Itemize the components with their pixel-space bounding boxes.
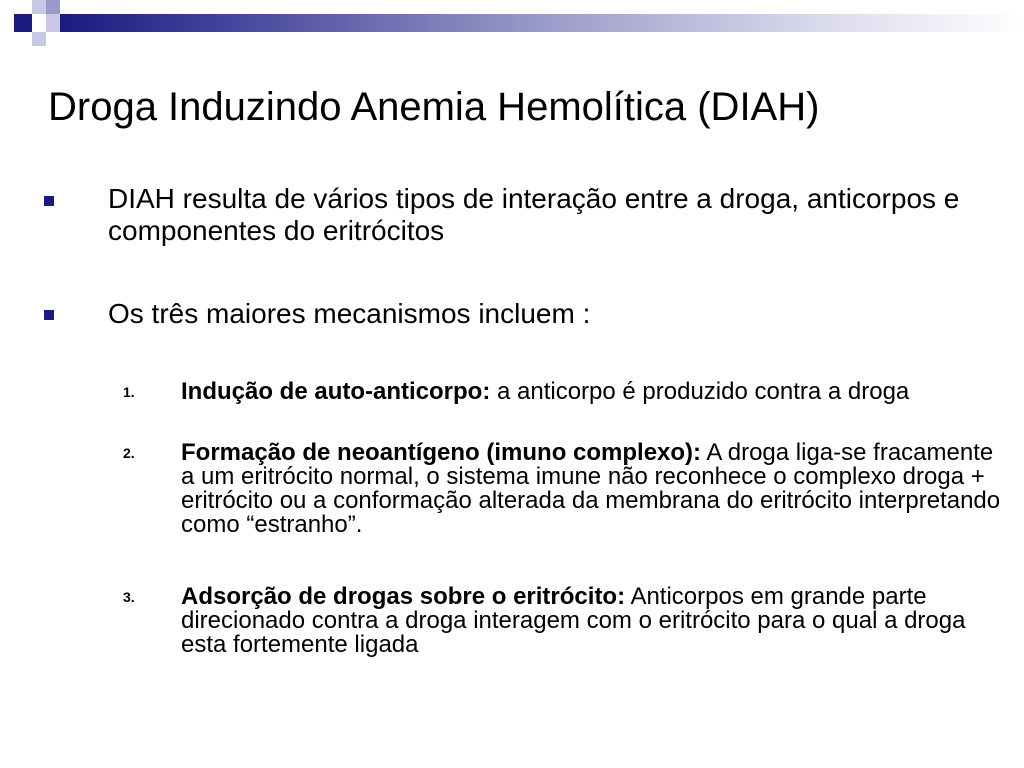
numbered-item-heading: Formação de neoantígeno (imuno complexo): — [181, 439, 702, 466]
decor-square-dark — [14, 14, 32, 32]
decor-square-light — [32, 32, 46, 46]
numbered-item-text: Anticorpos em grande parte direcionado contra a droga interagem com o eritrócito para o qual a droga esta fortemente ligada — [181, 583, 966, 658]
numbered-item-text: a anticorpo é produzido contra a droga — [490, 378, 910, 405]
list-number: 2. — [123, 445, 135, 461]
numbered-item — [181, 380, 1011, 404]
slide-title: Droga Induzindo Anemia Hemolítica (DIAH) — [48, 85, 820, 129]
list-number: 3. — [123, 589, 135, 605]
bullet-item: DIAH resulta de vários tipos de interação entre a droga, anticorpos e componentes do eritrócitos — [108, 183, 960, 246]
numbered-item-heading: Adsorção de drogas sobre o eritrócito: — [181, 583, 626, 610]
numbered-item — [181, 441, 1011, 537]
bullet-item: Os três maiores mecanismos incluem : — [108, 298, 591, 329]
decor-square-mid — [46, 0, 60, 14]
bullet-square-icon — [44, 196, 54, 206]
numbered-item-text: A droga liga-se fracamente a um eritrócito normal, o sistema imune não reconhece o complexo droga + eritrócito ou a conformação alterada da membrana do eritrócito interpretando como “estranho”. — [181, 439, 1001, 538]
decor-square-light — [46, 14, 60, 32]
decor-square-light — [32, 0, 46, 14]
numbered-item-heading: Indução de auto-anticorpo: — [181, 378, 491, 405]
bullet-square-icon — [44, 310, 54, 320]
header-decoration — [0, 0, 1024, 48]
header-gradient-bar — [60, 14, 1024, 32]
list-number: 1. — [123, 384, 135, 400]
numbered-item — [181, 585, 1011, 657]
